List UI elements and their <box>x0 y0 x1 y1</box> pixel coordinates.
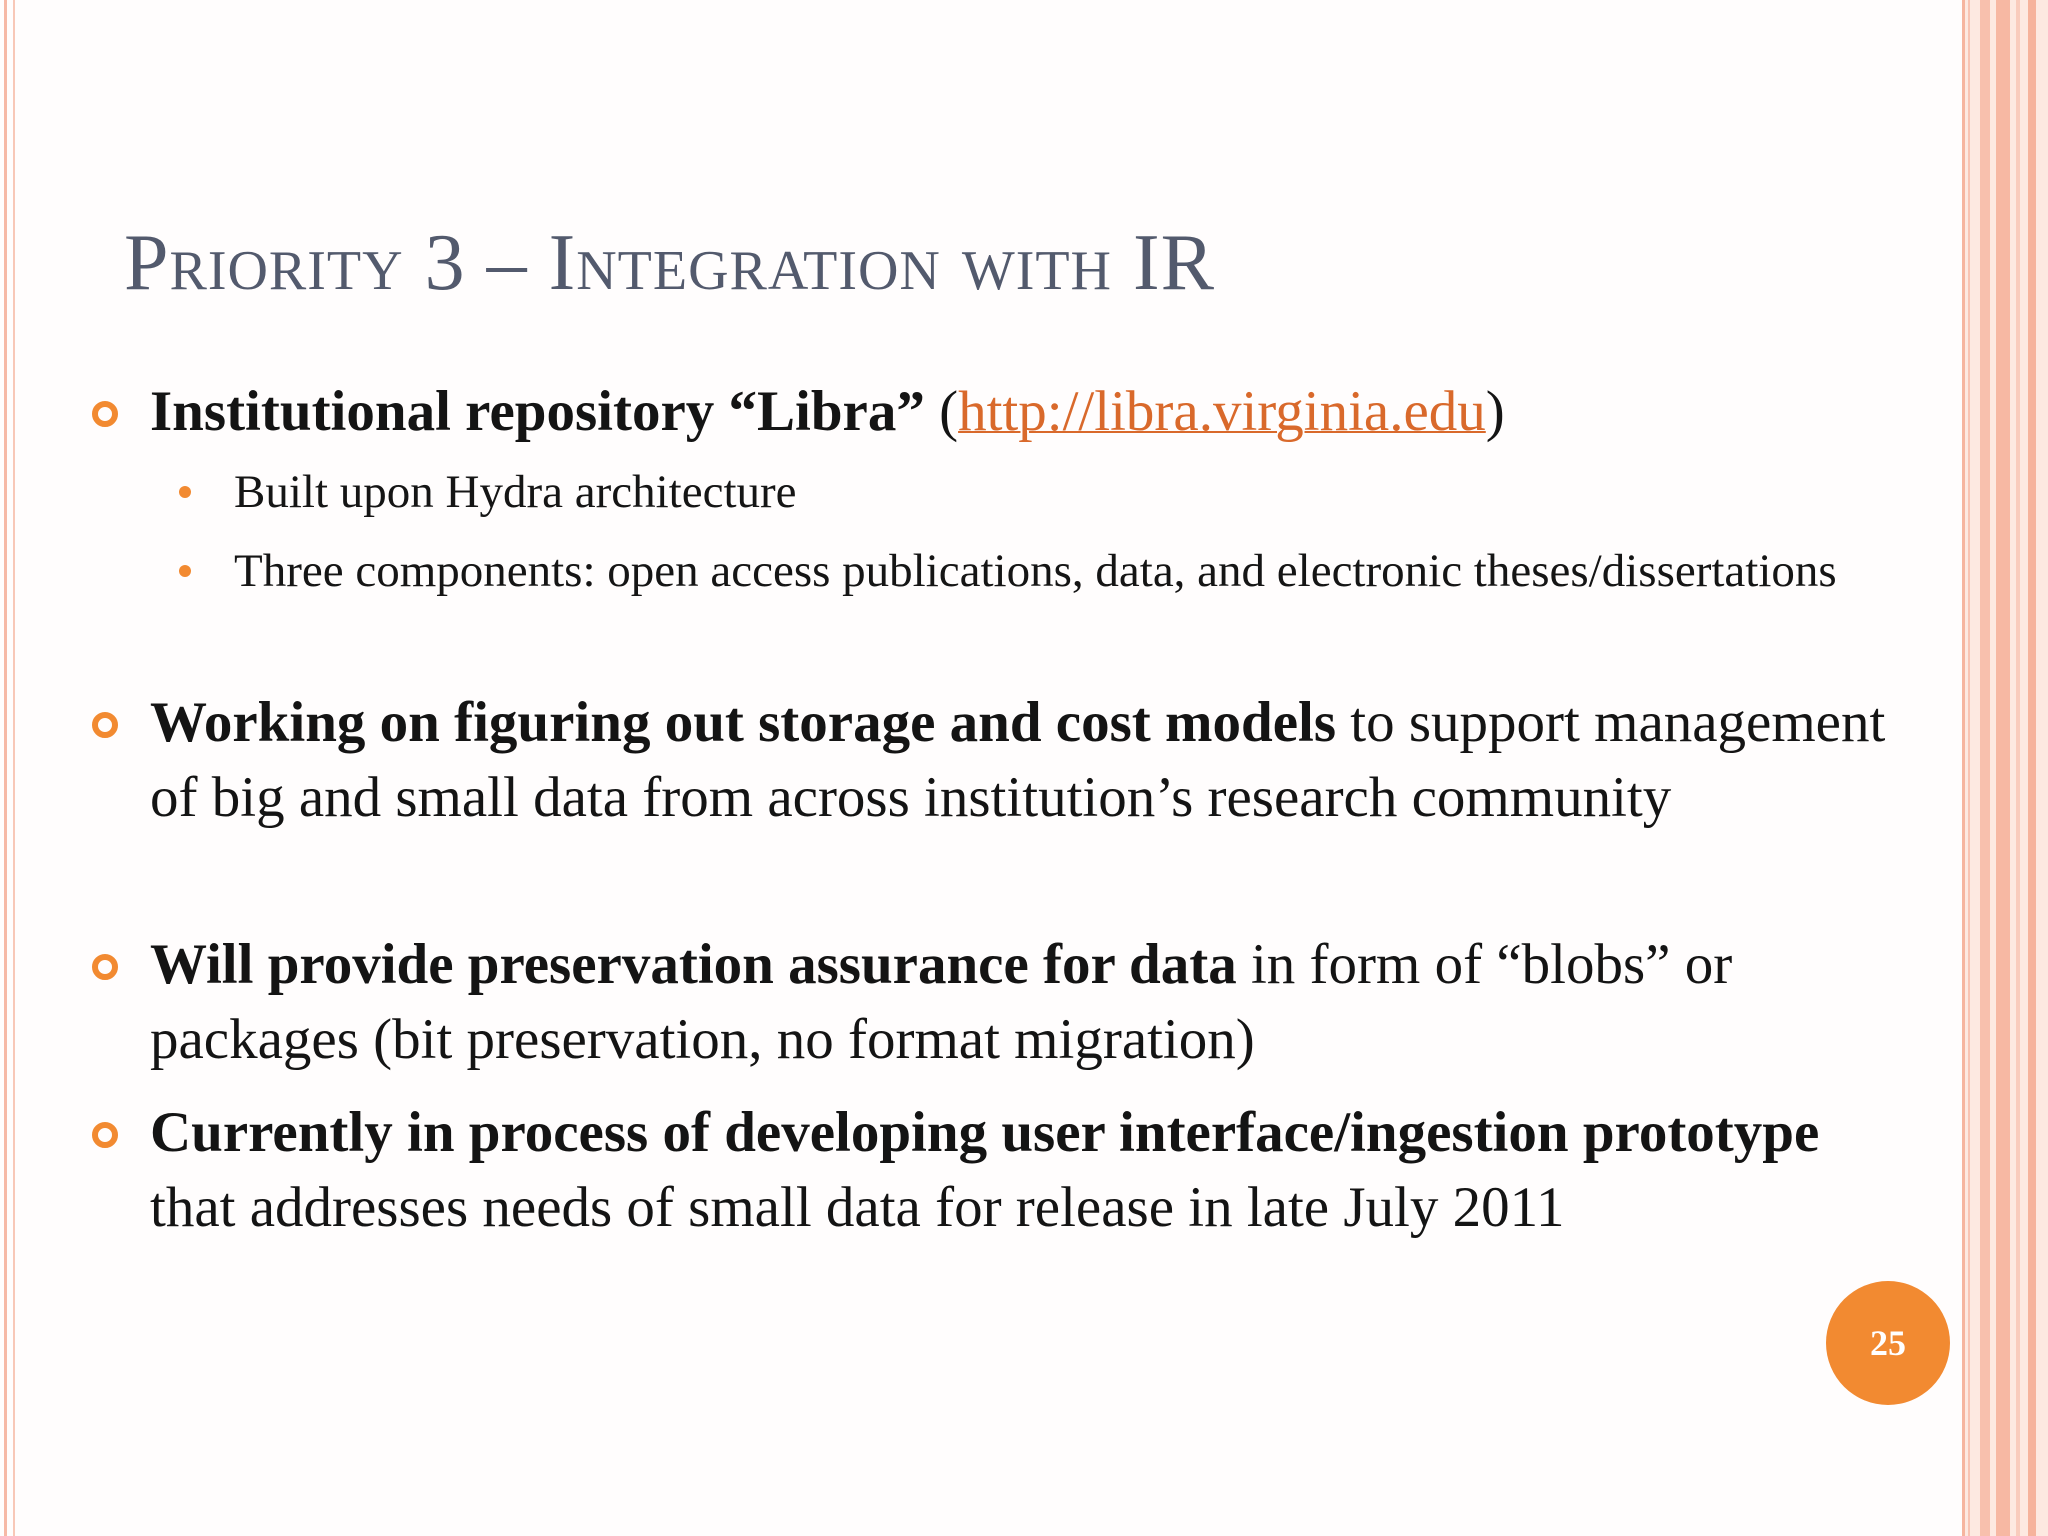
close-paren: ) <box>1485 380 1505 443</box>
right-border-stripe <box>1962 0 1965 1536</box>
bullet-item <box>150 374 1910 449</box>
ring-bullet-icon <box>92 1122 118 1148</box>
right-border-stripe <box>1968 0 1970 1536</box>
bullet-item <box>150 1095 1910 1245</box>
sub-bullet-item <box>234 539 1874 603</box>
right-border-stripe <box>1980 0 1990 1536</box>
bullet-text: that addresses needs of small data for release in late July 2011 <box>150 1176 1565 1239</box>
right-border-stripe <box>2028 0 2036 1536</box>
right-border-stripe <box>1996 0 2010 1536</box>
sub-bullet-item <box>234 460 1874 524</box>
page-number-badge <box>1826 1281 1950 1405</box>
left-border-line <box>13 0 15 1536</box>
sub-bullet-text: Built upon Hydra architecture <box>234 466 797 518</box>
bullet-item <box>150 685 1910 835</box>
bullet-text: to support management of big and small data from across institution’s research community <box>150 691 1886 829</box>
dot-bullet-icon <box>179 565 191 577</box>
bullet-bold-text: Institutional repository “Libra” <box>150 380 925 443</box>
libra-link[interactable]: http://libra.virginia.edu <box>958 380 1486 443</box>
ring-bullet-icon <box>92 401 118 427</box>
ring-bullet-icon <box>92 954 118 980</box>
bullet-text: in form of “blobs” or packages (bit preservation, no format migration) <box>150 933 1733 1071</box>
slide-title: Priority 3 – Integration with IR <box>124 219 1215 307</box>
bullet-bold-text: Currently in process of developing user interface/ingestion prototype <box>150 1101 1820 1164</box>
bullet-item <box>150 927 1910 1077</box>
sub-bullet-text: Three components: open access publications, data, and electronic theses/dissertations <box>234 545 1837 597</box>
left-border-line <box>4 0 7 1536</box>
bullet-bold-text: Working on figuring out storage and cost models <box>150 691 1337 754</box>
right-border-stripe <box>2016 0 2020 1536</box>
open-paren: ( <box>924 380 959 443</box>
page-number: 25 <box>1870 1323 1906 1363</box>
bullet-bold-text: Will provide preservation assurance for data <box>150 933 1237 996</box>
ring-bullet-icon <box>92 712 118 738</box>
dot-bullet-icon <box>179 486 191 498</box>
